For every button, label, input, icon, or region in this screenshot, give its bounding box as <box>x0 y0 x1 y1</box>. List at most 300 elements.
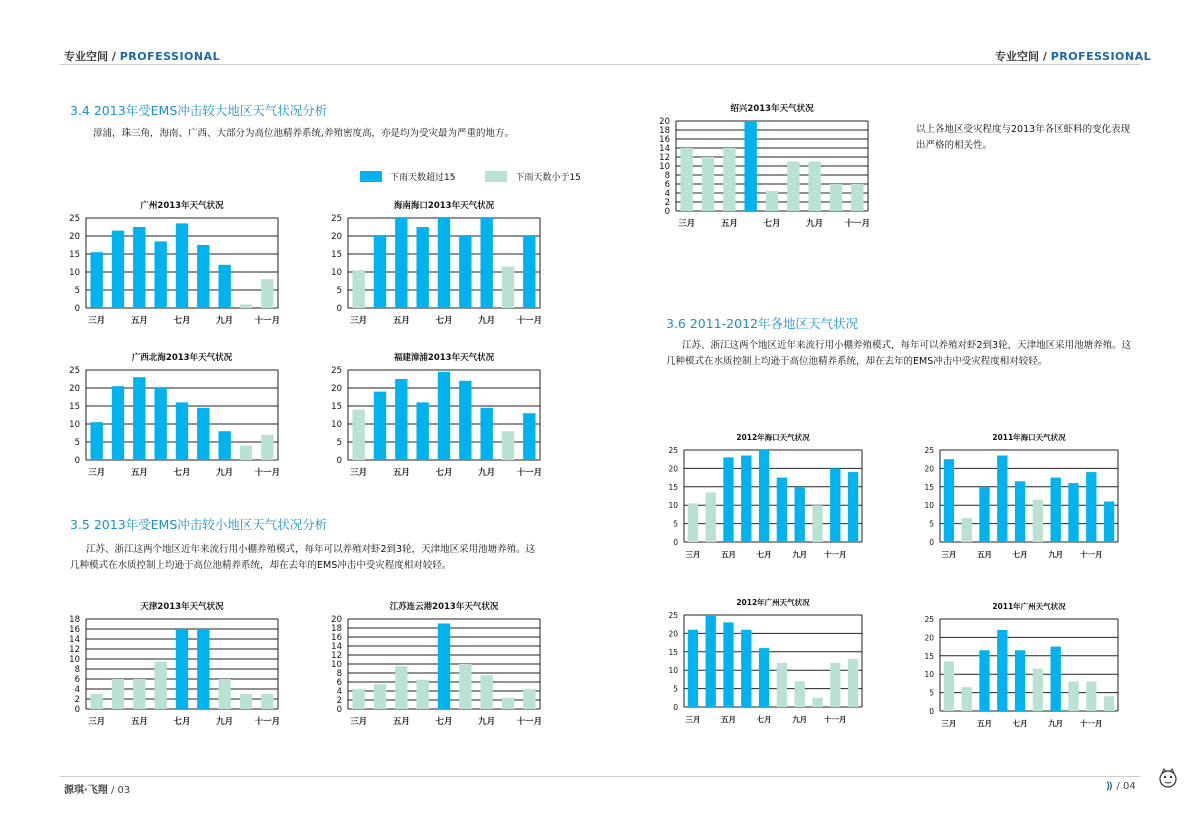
bar-十月 <box>1068 682 1078 711</box>
section-3-6-title: 3.6 2011-2012年各地区天气状况 <box>666 316 858 331</box>
chart-title: 绍兴2013年天气状况 <box>730 104 814 114</box>
chart-svg-hnhk2013 <box>322 198 552 324</box>
bar-十一月 <box>851 184 863 211</box>
bar-八月 <box>777 663 787 707</box>
x-tick-label: 十一月 <box>1080 550 1103 559</box>
y-tick-label: 2 <box>664 198 670 208</box>
bar-九月 <box>795 681 805 707</box>
chart-jiangsu-lianyungang-2013 <box>322 599 552 725</box>
bar-九月 <box>808 162 820 212</box>
x-tick-label: 九月 <box>1048 550 1064 559</box>
bar-三月 <box>688 503 698 542</box>
chart-shaoxing-2013 <box>650 101 880 227</box>
bar-八月 <box>1033 500 1043 542</box>
x-tick-label: 三月 <box>88 717 106 727</box>
bar-十二月 <box>1104 502 1114 542</box>
y-tick-label: 25 <box>668 611 678 620</box>
x-tick-label: 三月 <box>685 715 701 724</box>
y-tick-label: 14 <box>331 642 342 652</box>
chart-title: 2012年广州天气状况 <box>736 598 810 607</box>
chart-svg-hk2012 <box>660 430 870 565</box>
bar-十一月 <box>261 435 273 460</box>
bar-八月 <box>459 236 471 308</box>
chart-hainan-haikou-2013 <box>322 198 552 324</box>
bar-七月 <box>1015 481 1025 542</box>
y-tick-label: 6 <box>336 678 342 688</box>
bar-十月 <box>502 431 514 460</box>
y-tick-label: 5 <box>929 519 934 529</box>
bar-六月 <box>416 402 428 460</box>
y-tick-label: 0 <box>74 304 80 314</box>
bar-四月 <box>112 231 124 308</box>
bar-七月 <box>438 218 450 308</box>
bar-十一月 <box>523 689 535 709</box>
footer-logo-icon: ⟫ <box>1106 781 1114 792</box>
y-tick-label: 10 <box>331 660 342 670</box>
bar-九月 <box>480 218 492 308</box>
bar-六月 <box>741 630 751 707</box>
section-3-6-text-1: 江苏、浙江这两个地区近年来流行用小棚养殖模式，每年可以养殖对虾2到3轮，天津地区采用池塘养殖。这 <box>682 340 1132 351</box>
y-tick-label: 15 <box>668 482 678 492</box>
x-tick-label: 十一月 <box>824 550 847 559</box>
bar-五月 <box>395 218 407 308</box>
bar-九月 <box>1051 647 1061 711</box>
bar-三月 <box>90 694 102 709</box>
bar-八月 <box>787 162 799 212</box>
x-tick-label: 三月 <box>350 717 368 727</box>
chart-title: 2012年海口天气状况 <box>736 433 810 442</box>
right-note-1: 以上各地区受灾程度与2013年各区虾料的变化表现 <box>916 124 1131 135</box>
bar-七月 <box>438 372 450 460</box>
footer-left <box>64 781 130 796</box>
chart-title: 福建漳浦2013年天气状况 <box>393 353 495 363</box>
y-tick-label: 20 <box>668 629 678 639</box>
bar-七月 <box>1015 650 1025 711</box>
bar-五月 <box>133 227 145 308</box>
x-tick-label: 七月 <box>173 316 191 326</box>
x-tick-label: 十一月 <box>1080 719 1103 728</box>
x-tick-label: 十一月 <box>844 219 871 229</box>
bar-十月 <box>240 694 252 709</box>
bar-三月 <box>90 422 102 460</box>
y-tick-label: 2 <box>336 696 342 706</box>
bar-三月 <box>944 459 954 542</box>
y-tick-label: 8 <box>74 665 80 675</box>
x-tick-label: 五月 <box>721 550 736 559</box>
footer-rule <box>60 776 1140 777</box>
bar-六月 <box>744 121 756 211</box>
header-left-cn: 专业空间 <box>64 50 108 63</box>
section-3-5-text-1: 江苏、浙江这两个地区近年来流行用小棚养殖模式，每年可以养殖对虾2到3轮，天津地区采用池塘养殖。这 <box>86 544 536 555</box>
x-tick-label: 五月 <box>130 316 148 326</box>
x-tick-label: 七月 <box>763 219 781 229</box>
y-tick-label: 15 <box>331 402 342 412</box>
footer-right-page: 04 <box>1122 781 1136 792</box>
chart-title: 广州2013年天气状况 <box>140 201 224 211</box>
bar-七月 <box>759 648 769 707</box>
bar-十一月 <box>830 468 840 542</box>
bar-十月 <box>830 184 842 211</box>
y-tick-label: 10 <box>659 162 670 172</box>
y-tick-label: 5 <box>673 684 678 694</box>
bar-五月 <box>133 377 145 460</box>
y-tick-label: 0 <box>336 456 342 466</box>
y-tick-label: 10 <box>69 420 80 430</box>
chart-title: 广西北海2013年天气状况 <box>131 353 233 363</box>
bar-十月 <box>812 505 822 542</box>
bar-四月 <box>112 679 124 709</box>
y-tick-label: 0 <box>673 538 678 547</box>
chart-title: 2011年海口天气状况 <box>992 433 1066 442</box>
y-tick-label: 25 <box>668 446 678 455</box>
bar-九月 <box>218 265 230 308</box>
x-tick-label: 三月 <box>678 219 696 229</box>
y-tick-label: 12 <box>659 153 670 163</box>
bar-八月 <box>197 245 209 308</box>
bar-十二月 <box>848 472 858 542</box>
x-tick-label: 五月 <box>392 717 410 727</box>
x-tick-label: 三月 <box>941 550 957 559</box>
y-tick-label: 8 <box>336 669 342 679</box>
x-tick-label: 九月 <box>478 316 496 326</box>
bar-六月 <box>416 227 428 308</box>
x-tick-label: 九月 <box>216 316 234 326</box>
y-tick-label: 15 <box>924 651 934 661</box>
x-tick-label: 九月 <box>806 219 824 229</box>
y-tick-label: 20 <box>331 384 342 394</box>
bar-六月 <box>416 680 428 709</box>
y-tick-label: 0 <box>74 705 80 715</box>
y-tick-label: 0 <box>929 707 934 716</box>
chart-guangzhou-2012 <box>660 595 870 730</box>
bar-七月 <box>766 191 778 211</box>
y-tick-label: 25 <box>924 615 934 624</box>
chart-svg-gz2011 <box>916 599 1126 734</box>
y-tick-label: 4 <box>336 687 342 697</box>
chart-svg-sx2013 <box>650 101 880 227</box>
x-tick-label: 九月 <box>216 468 234 478</box>
x-tick-label: 五月 <box>392 316 410 326</box>
bar-十月 <box>240 304 252 308</box>
bar-六月 <box>154 662 166 710</box>
y-tick-label: 10 <box>331 268 342 278</box>
y-tick-label: 10 <box>69 655 80 665</box>
header-left <box>64 48 220 64</box>
bar-七月 <box>759 450 769 542</box>
x-tick-label: 九月 <box>216 717 234 727</box>
mascot-icon <box>1156 766 1180 790</box>
y-tick-label: 10 <box>668 501 678 511</box>
bar-五月 <box>723 148 735 211</box>
y-tick-label: 15 <box>331 250 342 260</box>
x-tick-label: 五月 <box>130 468 148 478</box>
y-tick-label: 20 <box>331 232 342 242</box>
y-tick-label: 6 <box>74 675 80 685</box>
y-tick-label: 15 <box>69 402 80 412</box>
header-left-sep: / <box>108 50 120 63</box>
x-tick-label: 九月 <box>792 550 808 559</box>
bar-十二月 <box>1104 696 1114 711</box>
y-tick-label: 16 <box>69 625 80 635</box>
bar-十一月 <box>830 663 840 707</box>
bar-九月 <box>1051 478 1061 542</box>
y-tick-label: 16 <box>659 135 670 145</box>
bar-十月 <box>812 698 822 707</box>
x-tick-label: 九月 <box>478 468 496 478</box>
y-tick-label: 20 <box>924 464 934 474</box>
legend-label-below: 下雨天数小于15 <box>515 173 581 183</box>
y-tick-label: 20 <box>924 633 934 643</box>
bar-九月 <box>480 675 492 709</box>
y-tick-label: 14 <box>69 635 80 645</box>
y-tick-label: 5 <box>74 286 80 296</box>
bar-四月 <box>706 492 716 542</box>
x-tick-label: 十一月 <box>824 715 847 724</box>
bar-四月 <box>962 518 972 542</box>
bar-七月 <box>176 402 188 460</box>
bar-六月 <box>154 388 166 460</box>
bar-三月 <box>944 661 954 711</box>
bar-七月 <box>176 223 188 308</box>
y-tick-label: 10 <box>668 666 678 676</box>
y-tick-label: 10 <box>924 501 934 511</box>
bar-十二月 <box>848 659 858 707</box>
bar-十一月 <box>261 694 273 709</box>
bar-三月 <box>352 270 364 308</box>
bar-六月 <box>997 456 1007 542</box>
bar-三月 <box>352 689 364 709</box>
x-tick-label: 十一月 <box>516 468 543 478</box>
footer-right <box>1106 781 1136 792</box>
y-tick-label: 4 <box>664 189 670 199</box>
y-tick-label: 0 <box>673 703 678 712</box>
y-tick-label: 6 <box>664 180 670 190</box>
y-tick-label: 18 <box>659 126 670 136</box>
bar-四月 <box>374 236 386 308</box>
bar-三月 <box>352 410 364 460</box>
chart-title: 江苏连云港2013年天气状况 <box>389 602 499 612</box>
y-tick-label: 5 <box>929 688 934 698</box>
chart-fujian-zhangpu-2013 <box>322 350 552 476</box>
y-tick-label: 25 <box>69 214 80 224</box>
chart-guangzhou-2011 <box>916 599 1126 734</box>
bar-八月 <box>197 408 209 460</box>
x-tick-label: 十一月 <box>254 717 281 727</box>
bar-九月 <box>218 679 230 709</box>
chart-svg-gz2012 <box>660 595 870 730</box>
chart-guangxi-beihai-2013 <box>60 350 290 476</box>
bar-八月 <box>459 381 471 460</box>
y-tick-label: 25 <box>331 366 342 376</box>
chart-title: 天津2013年天气状况 <box>140 602 224 612</box>
y-tick-label: 15 <box>69 250 80 260</box>
y-tick-label: 25 <box>69 366 80 376</box>
bar-十一月 <box>1086 682 1096 711</box>
x-tick-label: 七月 <box>1012 550 1028 559</box>
y-tick-label: 18 <box>331 624 342 634</box>
y-tick-label: 0 <box>336 304 342 314</box>
bar-五月 <box>395 666 407 709</box>
chart-haikou-2012 <box>660 430 870 565</box>
legend-label-above: 下雨天数超过15 <box>390 173 456 183</box>
section-3-5-title: 3.5 2013年受EMS冲击较小地区天气状况分析 <box>70 517 328 532</box>
x-tick-label: 三月 <box>685 550 701 559</box>
chart-title: 海南海口2013年天气状况 <box>393 201 495 211</box>
x-tick-label: 五月 <box>392 468 410 478</box>
x-tick-label: 七月 <box>435 316 453 326</box>
y-tick-label: 2 <box>74 695 80 705</box>
x-tick-label: 十一月 <box>254 468 281 478</box>
bar-十一月 <box>261 279 273 308</box>
bar-十一月 <box>1086 472 1096 542</box>
x-tick-label: 三月 <box>88 316 106 326</box>
y-tick-label: 14 <box>659 144 670 154</box>
bar-六月 <box>154 241 166 308</box>
bar-十月 <box>502 698 514 709</box>
bar-十月 <box>240 446 252 460</box>
x-tick-label: 七月 <box>1012 719 1028 728</box>
chart-title: 2011年广州天气状况 <box>992 602 1066 611</box>
bar-四月 <box>374 684 386 709</box>
y-tick-label: 25 <box>331 214 342 224</box>
y-tick-label: 10 <box>331 420 342 430</box>
chart-svg-fjzp2013 <box>322 350 552 476</box>
bar-四月 <box>112 386 124 460</box>
x-tick-label: 九月 <box>478 717 496 727</box>
header-right <box>995 48 1151 64</box>
bar-七月 <box>438 624 450 710</box>
x-tick-label: 三月 <box>350 316 368 326</box>
footer-left-sep: / <box>107 785 118 796</box>
y-tick-label: 12 <box>331 651 342 661</box>
chart-guangzhou-2013 <box>60 198 290 324</box>
bar-六月 <box>741 456 751 542</box>
bar-八月 <box>197 629 209 709</box>
y-tick-label: 15 <box>668 647 678 657</box>
bar-五月 <box>723 622 733 707</box>
x-tick-label: 七月 <box>756 550 772 559</box>
bar-三月 <box>90 252 102 308</box>
x-tick-label: 五月 <box>720 219 738 229</box>
bar-六月 <box>997 630 1007 711</box>
chart-svg-gxbh2013 <box>60 350 290 476</box>
right-note-2: 出严格的相关性。 <box>916 140 993 151</box>
x-tick-label: 三月 <box>88 468 106 478</box>
bar-十月 <box>1068 483 1078 542</box>
header-right-en: PROFESSIONAL <box>1050 50 1152 63</box>
bar-五月 <box>395 379 407 460</box>
chart-haikou-2011 <box>916 430 1126 565</box>
bar-八月 <box>1033 669 1043 711</box>
y-tick-label: 16 <box>331 633 342 643</box>
section-3-4-text: 漳浦，珠三角，海南、广西、大部分为高位池精养系统,养殖密度高，亦是均为受灾最为严重的地方。 <box>93 128 515 139</box>
section-3-6-text-2: 几种模式在水质控制上均逊于高位池精养系统，却在去年的EMS冲击中受灾程度相对较轻。 <box>666 356 1048 367</box>
bar-四月 <box>706 615 716 707</box>
chart-svg-hk2011 <box>916 430 1126 565</box>
bar-四月 <box>374 392 386 460</box>
bar-三月 <box>688 630 698 707</box>
bar-九月 <box>480 408 492 460</box>
bar-十一月 <box>523 413 535 460</box>
x-tick-label: 十一月 <box>254 316 281 326</box>
bar-八月 <box>459 664 471 709</box>
chart-svg-tj2013 <box>60 599 290 725</box>
y-tick-label: 20 <box>69 384 80 394</box>
y-tick-label: 10 <box>69 268 80 278</box>
x-tick-label: 九月 <box>792 715 808 724</box>
bar-三月 <box>680 148 692 211</box>
y-tick-label: 5 <box>336 286 342 296</box>
x-tick-label: 九月 <box>1048 719 1064 728</box>
x-tick-label: 五月 <box>977 719 992 728</box>
y-tick-label: 25 <box>924 446 934 455</box>
y-tick-label: 0 <box>336 705 342 715</box>
header-right-cn: 专业空间 <box>995 50 1039 63</box>
footer-left-brand: 源琪·飞翔 <box>64 785 108 796</box>
x-tick-label: 三月 <box>350 468 368 478</box>
chart-legend <box>360 170 581 183</box>
legend-swatch-above <box>360 171 382 182</box>
y-tick-label: 20 <box>659 117 670 127</box>
y-tick-label: 5 <box>673 519 678 529</box>
bar-七月 <box>176 629 188 709</box>
x-tick-label: 五月 <box>721 715 736 724</box>
bar-十月 <box>502 267 514 308</box>
header-rule <box>60 64 1140 65</box>
y-tick-label: 20 <box>331 615 342 625</box>
x-tick-label: 五月 <box>130 717 148 727</box>
y-tick-label: 5 <box>336 438 342 448</box>
header-left-en: PROFESSIONAL <box>119 50 221 63</box>
chart-svg-jslyg2013 <box>322 599 552 725</box>
y-tick-label: 10 <box>924 670 934 680</box>
footer-left-page: 03 <box>117 785 131 796</box>
bar-五月 <box>979 487 989 542</box>
chart-tianjin-2013 <box>60 599 290 725</box>
legend-swatch-below <box>485 171 507 182</box>
bar-九月 <box>218 431 230 460</box>
bar-九月 <box>795 487 805 542</box>
x-tick-label: 七月 <box>173 717 191 727</box>
section-3-5-text-2: 几种模式在水质控制上均逊于高位池精养系统，却在去年的EMS冲击中受灾程度相对较轻。 <box>70 560 452 571</box>
x-tick-label: 五月 <box>977 550 992 559</box>
header-right-sep: / <box>1039 50 1051 63</box>
bar-八月 <box>777 478 787 542</box>
y-tick-label: 0 <box>929 538 934 547</box>
x-tick-label: 七月 <box>435 468 453 478</box>
x-tick-label: 七月 <box>756 715 772 724</box>
y-tick-label: 15 <box>924 482 934 492</box>
y-tick-label: 12 <box>69 645 80 655</box>
y-tick-label: 20 <box>69 232 80 242</box>
bar-五月 <box>133 679 145 709</box>
bar-五月 <box>723 457 733 542</box>
y-tick-label: 8 <box>664 171 670 181</box>
bar-十一月 <box>523 236 535 308</box>
bar-四月 <box>702 157 714 211</box>
chart-svg-gz2013 <box>60 198 290 324</box>
footer-right-sep: / <box>1113 781 1123 792</box>
x-tick-label: 十一月 <box>516 717 543 727</box>
x-tick-label: 三月 <box>941 719 957 728</box>
y-tick-label: 18 <box>69 615 80 625</box>
y-tick-label: 0 <box>664 207 670 217</box>
x-tick-label: 七月 <box>173 468 191 478</box>
x-tick-label: 七月 <box>435 717 453 727</box>
bar-五月 <box>979 650 989 711</box>
y-tick-label: 20 <box>668 464 678 474</box>
y-tick-label: 4 <box>74 685 80 695</box>
